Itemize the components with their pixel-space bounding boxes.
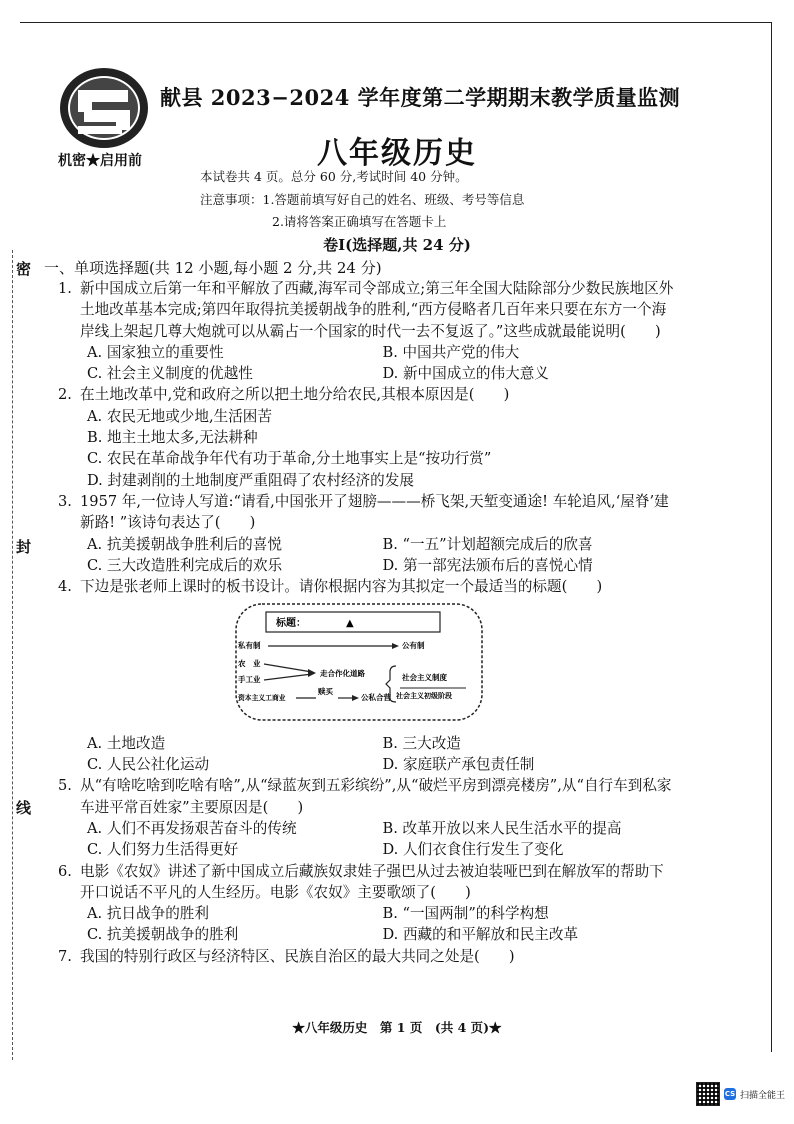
option-C: C. 农民在革命战争年代有功于革命,分土地事实上是“按功行赏”	[87, 450, 492, 468]
question-number: 6.	[58, 862, 72, 880]
margin-mark-mi: 密	[16, 260, 32, 278]
option-D: D. 第一部宪法颁布后的喜悦心情	[382, 556, 593, 574]
diagram-agriculture: 农 业	[238, 659, 261, 669]
question-stem: 1957 年,一位诗人写道:“请看,中国张开了翅膀———桥飞架,天堑变通途! 车轮追风,‘屋脊’建新路! ”该诗句表达了( )	[80, 492, 669, 532]
option-B: B. 地主土地太多,无法耕种	[87, 429, 258, 447]
option-A: A. 农民无地或少地,生活困苦	[87, 407, 272, 425]
question-text	[58, 861, 678, 904]
option-C: C. 人们努力生活得更好	[87, 841, 239, 859]
question-list	[58, 278, 678, 967]
option-D: D. 新中国成立的伟大意义	[382, 365, 549, 383]
option-D: D. 家庭联产承包责任制	[382, 756, 535, 774]
option-C: C. 抗美援朝战争的胜利	[87, 926, 239, 944]
option-B: B. “一国两制”的科学构想	[382, 905, 549, 923]
option-list	[58, 733, 678, 776]
question-5	[58, 775, 678, 860]
scanner-label: 扫描全能王	[740, 1090, 786, 1101]
question-1	[58, 278, 678, 384]
diagram-arrowhead-joint	[352, 695, 359, 701]
qr-code-icon	[696, 1082, 720, 1106]
question-number: 2.	[58, 386, 72, 404]
question-stem: 新中国成立后第一年和平解放了西藏,海军司令部成立;第三年全国大陆除部分少数民族地区外土地改革基本完成;第四年取得抗美援朝战争的胜利,“西方侵略者几百年来只要在东方一个海岸线上架起几尊大炮就可以从霸占一个国家的时代一去不复返了。”这些成就最能说明( )	[80, 280, 674, 340]
option-C: C. 人民公社化运动	[87, 756, 210, 774]
option-list	[58, 406, 678, 491]
question-6	[58, 861, 678, 946]
diagram-private: 私有制	[238, 641, 261, 651]
question-2	[58, 384, 678, 490]
question-number: 5.	[58, 777, 72, 795]
option-C: C. 三大改造胜利完成后的欢乐	[87, 556, 283, 574]
part-title: 一、单项选择题(共 12 小题,每小题 2 分,共 24 分)	[44, 259, 382, 277]
question-text	[58, 278, 678, 342]
notice-2: 2.请将答案正确填写在答题卡上	[272, 214, 447, 229]
option-list	[58, 534, 678, 577]
margin-mark-xian: 线	[16, 799, 32, 817]
scanner-badge-icon: CS	[724, 1090, 736, 1098]
question-stem: 从“有啥吃啥到吃啥有啥”,从“绿蓝灰到五彩缤纷”,从“破烂平房到漂亮楼房”,从“自行车到私家车进平常百姓家”主要原因是( )	[80, 777, 672, 816]
diagram-socialist-system: 社会主义制度	[402, 673, 447, 683]
option-B: B. 中国共产党的伟大	[382, 343, 520, 361]
question-stem: 电影《农奴》讲述了新中国成立后藏族奴隶娃子强巴从过去被迫装哑巴到在解放军的帮助下开口说话不平凡的人生经历。电影《农奴》主要歌颂了( )	[80, 862, 664, 901]
option-D: D. 封建剥削的土地制度严重阻碍了农村经济的发展	[87, 471, 414, 489]
option-B: B. “一五”计划超额完成后的欣喜	[382, 535, 593, 553]
diagram-line-hand	[264, 674, 312, 680]
question-number: 1.	[58, 280, 72, 297]
diagram-border	[236, 604, 482, 720]
option-A: A. 国家独立的重要性	[87, 343, 224, 361]
scanner-watermark	[696, 1082, 785, 1106]
section-title: 卷Ⅰ(选择题,共 24 分)	[323, 236, 471, 254]
option-B: B. 三大改造	[382, 734, 461, 752]
exam-title: 献县 2023−2024 学年度第二学期期末教学质量监测	[160, 85, 681, 110]
question-number: 3.	[58, 492, 72, 510]
option-A: A. 抗美援朝战争胜利后的喜悦	[87, 535, 282, 553]
diagram-handicraft: 手工业	[238, 675, 261, 685]
diagram-joint: 公私合营	[361, 693, 391, 703]
diagram-public: 公有制	[402, 641, 425, 651]
diagram-cooperation: 走合作化道路	[320, 669, 365, 679]
diagram-arrowhead-main	[392, 643, 399, 649]
question-text	[58, 576, 678, 597]
question-4	[58, 576, 678, 775]
option-list	[58, 818, 678, 861]
exam-info: 本试卷共 4 页。总分 60 分,考试时间 40 分钟。	[200, 169, 468, 184]
question-text	[58, 775, 678, 818]
option-C: C. 社会主义制度的优越性	[87, 365, 253, 383]
question-stem: 在土地改革中,党和政府之所以把土地分给农民,其根本原因是( )	[80, 386, 510, 404]
diagram-redemption: 赎买	[318, 687, 333, 697]
diagram-line-agri	[264, 664, 312, 672]
seal-line	[12, 250, 13, 1060]
diagram-title-mark: ▲	[346, 618, 354, 630]
question-number: 4.	[58, 578, 72, 596]
exam-subtitle: 八年级历史	[317, 136, 477, 171]
diagram-capitalist: 资本主义工商业	[238, 694, 286, 703]
question-stem: 我国的特别行政区与经济特区、民族自治区的最大共同之处是( )	[80, 947, 515, 965]
diagram-arrowhead-coop	[308, 669, 316, 677]
option-list	[58, 342, 678, 385]
question-3	[58, 491, 678, 576]
top-border	[20, 22, 772, 23]
option-D: D. 西藏的和平解放和民主改革	[382, 926, 579, 944]
right-border	[771, 22, 772, 1052]
question-7	[58, 946, 678, 967]
question-text	[58, 491, 678, 534]
option-A: A. 抗日战争的胜利	[87, 905, 209, 923]
board-diagram	[234, 602, 484, 722]
option-A: A. 土地改造	[87, 734, 166, 752]
secret-label: 机密★启用前	[58, 153, 142, 169]
option-A: A. 人们不再发扬艰苦奋斗的传统	[87, 819, 297, 837]
question-number: 7.	[58, 947, 72, 965]
option-D: D. 人们衣食住行发生了变化	[382, 841, 564, 859]
question-stem: 下边是张老师上课时的板书设计。请你根据内容为其拟定一个最适当的标题( )	[80, 578, 603, 596]
notice-1: 注意事项：1.答题前填写好自己的姓名、班级、考号等信息	[200, 192, 525, 207]
diagram-primary-stage: 社会主义初级阶段	[396, 691, 452, 701]
option-list	[58, 903, 678, 946]
diagram-title-label: 标题：	[276, 618, 306, 630]
option-B: B. 改革开放以来人民生活水平的提高	[382, 819, 622, 837]
question-text	[58, 384, 678, 405]
page-footer: ★八年级历史 第 1 页 (共 4 页)★	[292, 1020, 502, 1035]
question-text	[58, 946, 678, 967]
margin-mark-feng: 封	[16, 538, 32, 556]
